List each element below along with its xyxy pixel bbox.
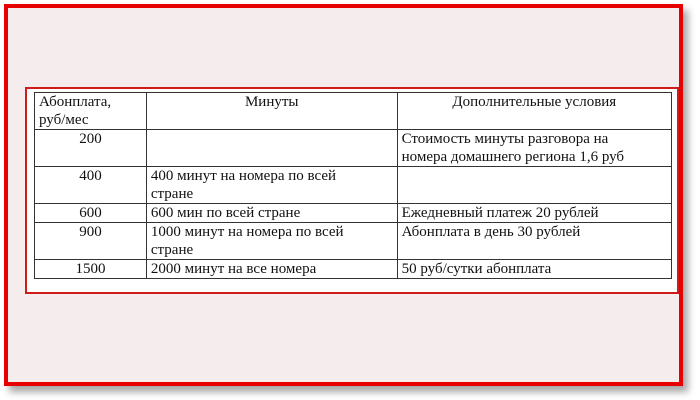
cell-conditions-line: Ежедневный платеж 20 рублей — [401, 205, 599, 221]
table-row — [35, 260, 672, 279]
table-header-row — [35, 93, 672, 130]
cell-minutes — [146, 260, 397, 279]
table-body — [35, 130, 672, 279]
cell-price: 400 — [35, 167, 147, 204]
cell-price: 1500 — [35, 260, 147, 279]
cell-minutes-line: 1000 минут на номера по всей — [150, 224, 344, 240]
tariff-table — [34, 92, 672, 279]
cell-conditions-line: Стоимость минуты разговора на — [401, 131, 609, 147]
cell-minutes — [146, 167, 397, 204]
table-highlight-box — [25, 87, 679, 294]
document-frame — [4, 4, 683, 386]
cell-minutes — [146, 130, 397, 167]
header-subscription-fee-line1: Абонплата, — [39, 94, 112, 110]
cell-conditions-line: номера домашнего региона 1,6 руб — [401, 149, 625, 165]
header-subscription-fee-line2: руб/мес — [39, 112, 89, 128]
cell-price: 600 — [35, 204, 147, 223]
table-row — [35, 167, 672, 204]
cell-price: 900 — [35, 223, 147, 260]
cell-conditions — [397, 204, 671, 223]
table-row — [35, 223, 672, 260]
table-row — [35, 130, 672, 167]
cell-minutes-line: 400 минут на номера по всей — [150, 168, 337, 184]
cell-conditions-line: Абонплата в день 30 рублей — [401, 224, 581, 240]
cell-minutes-line: 2000 минут на все номера — [150, 261, 317, 277]
table-row — [35, 204, 672, 223]
cell-minutes-line: стране — [150, 242, 194, 258]
cell-conditions — [397, 130, 671, 167]
cell-conditions-line: 50 руб/сутки абонплата — [401, 261, 552, 277]
cell-minutes — [146, 223, 397, 260]
cell-conditions — [397, 260, 671, 279]
header-subscription-fee — [35, 93, 147, 130]
header-extra-conditions: Дополнительные условия — [397, 93, 671, 130]
cell-price: 200 — [35, 130, 147, 167]
cell-minutes-line: 600 мин по всей стране — [150, 205, 301, 221]
cell-conditions — [397, 223, 671, 260]
cell-minutes — [146, 204, 397, 223]
cell-conditions — [397, 167, 671, 204]
cell-minutes-line: стране — [150, 186, 194, 202]
header-minutes: Минуты — [146, 93, 397, 130]
